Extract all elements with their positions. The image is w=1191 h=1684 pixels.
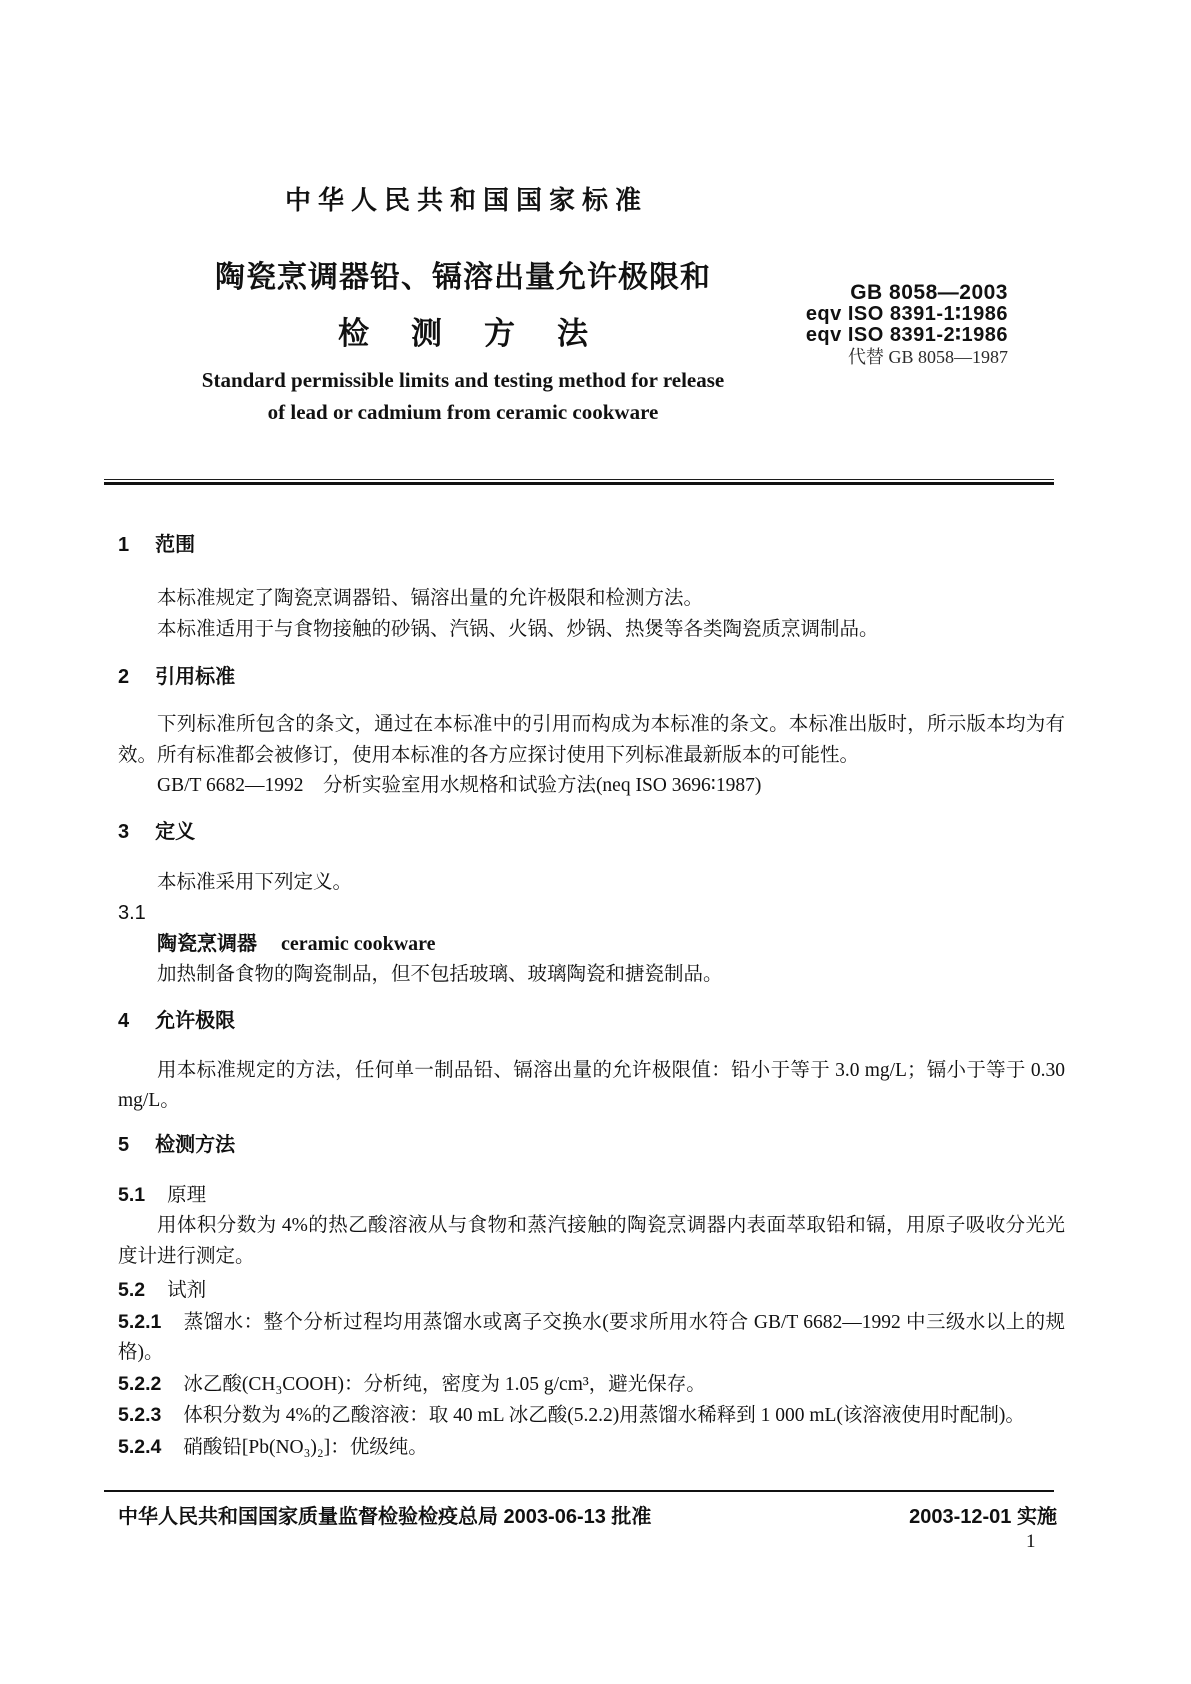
paragraph: 下列标准所包含的条文，通过在本标准中的引用而构成为本标准的条文。本标准出版时，所示版本均为有效。所有标准都会被修订，使用本标准的各方应探讨使用下列标准最新版本的可能性。 bbox=[118, 714, 1065, 766]
referenced-standard-line: GB/T 6682—1992 分析实验室用水规格和试验方法(neq ISO 3696∶1987) bbox=[157, 775, 762, 796]
national-standard-label: 中华人民共和国国家标准 bbox=[284, 185, 648, 215]
clause-text: 蒸馏水：整个分析过程均用蒸馏水或离子交换水(要求所用水符合 GB/T 6682—1992 中三级水以上的规格)。 bbox=[118, 1311, 1065, 1363]
term-definition-line bbox=[118, 929, 1065, 961]
term-english: ceramic cookware bbox=[281, 932, 436, 955]
clause-text: 冰乙酸(CH₃COOH)：分析纯，密度为 1.05 g/cm³，避光保存。 bbox=[183, 1373, 706, 1395]
standard-title-zh-line2: 检测方法 bbox=[338, 316, 630, 351]
clause-paragraph bbox=[118, 1432, 1065, 1464]
clause-text: 硝酸铅[Pb(NO₃)₂]：优级纯。 bbox=[183, 1436, 428, 1458]
paragraph: 加热制备食物的陶瓷制品，但不包括玻璃、玻璃陶瓷和搪瓷制品。 bbox=[157, 964, 723, 985]
clause-paragraph bbox=[118, 1307, 1065, 1369]
clause-paragraph bbox=[118, 1400, 1065, 1432]
section-number: 1 bbox=[118, 534, 130, 556]
section-title: 定义 bbox=[155, 820, 196, 843]
equivalent-iso-code-1: eqv ISO 8391-1∶1986 bbox=[805, 302, 1008, 325]
section-number: 4 bbox=[118, 1009, 130, 1032]
term-chinese: 陶瓷烹调器 bbox=[157, 932, 257, 955]
section-heading-normative-references bbox=[118, 666, 1065, 688]
paragraph: 本标准适用于与食物接触的砂锅、汽锅、火锅、炒锅、热煲等各类陶瓷质烹调制品。 bbox=[157, 618, 879, 640]
footer-divider-rule bbox=[104, 1490, 1054, 1492]
paragraph: 用本标准规定的方法，任何单一制品铅、镉溶出量的允许极限值：铅小于等于 3.0 mg/L；镉小于等于 0.30 mg/L。 bbox=[118, 1059, 1065, 1111]
clause-number: 5.2.4 bbox=[118, 1435, 162, 1458]
section-title: 引用标准 bbox=[155, 666, 236, 688]
implementation-date: 2003-12-01 实施 bbox=[909, 1506, 1057, 1528]
section-title: 允许极限 bbox=[155, 1009, 236, 1032]
section-title: 检测方法 bbox=[155, 1133, 236, 1156]
section-number: 3 bbox=[118, 820, 130, 843]
section-title: 范围 bbox=[155, 534, 196, 556]
paragraph: 本标准规定了陶瓷烹调器铅、镉溶出量的允许极限和检测方法。 bbox=[157, 588, 704, 609]
section-number: 2 bbox=[118, 666, 130, 688]
section-heading-definitions bbox=[118, 821, 1065, 843]
standard-codes-block bbox=[806, 282, 1008, 368]
document-footer bbox=[118, 1500, 1057, 1529]
section-number: 5 bbox=[118, 1133, 130, 1156]
clause-number-3-1: 3.1 bbox=[118, 902, 146, 924]
section-heading-testing-method bbox=[118, 1134, 1065, 1156]
clause-title: 试剂 bbox=[167, 1280, 207, 1301]
document-body bbox=[118, 484, 1065, 1463]
paragraph: 本标准采用下列定义。 bbox=[157, 871, 353, 893]
section-heading-permissible-limits bbox=[118, 1010, 1065, 1032]
subsection-heading-principle bbox=[118, 1180, 1065, 1212]
standard-title-en-line1: Standard permissible limits and testing method for release bbox=[201, 368, 725, 392]
clause-number: 5.2 bbox=[118, 1279, 146, 1301]
approval-statement: 中华人民共和国国家质量监督检验检疫总局 2003-06-13 批准 bbox=[118, 1506, 652, 1528]
standard-title-zh-line1: 陶瓷烹调器铅、镉溶出量允许极限和 bbox=[215, 261, 711, 294]
section-heading-scope bbox=[118, 534, 1065, 556]
clause-title: 原理 bbox=[167, 1184, 207, 1206]
paragraph: 用体积分数为 4%的热乙酸溶液从与食物和蒸汽接触的陶瓷烹调器内表面萃取铅和镉，用原子吸收分光光度计进行测定。 bbox=[118, 1215, 1065, 1267]
equivalent-iso-code-2: eqv ISO 8391-2∶1986 bbox=[805, 324, 1008, 346]
standard-code: GB 8058—2003 bbox=[850, 281, 1008, 304]
document-header bbox=[0, 0, 1191, 479]
replaced-standard-code: 代替 GB 8058—1987 bbox=[847, 346, 1008, 367]
clause-number: 5.2.3 bbox=[118, 1404, 162, 1426]
clause-number: 5.2.1 bbox=[118, 1310, 162, 1333]
clause-text: 体积分数为 4%的乙酸溶液：取 40 mL 冰乙酸(5.2.2)用蒸馏水稀释到 1 000 mL(该溶液使用时配制)。 bbox=[183, 1405, 1025, 1426]
clause-paragraph bbox=[118, 1369, 1065, 1401]
clause-number: 5.1 bbox=[118, 1183, 146, 1206]
standard-title-en-line2: of lead or cadmium from ceramic cookware bbox=[267, 400, 659, 424]
subsection-heading-reagents bbox=[118, 1275, 1065, 1307]
clause-number: 5.2.2 bbox=[118, 1372, 162, 1395]
page-number: 1 bbox=[1026, 1531, 1036, 1552]
